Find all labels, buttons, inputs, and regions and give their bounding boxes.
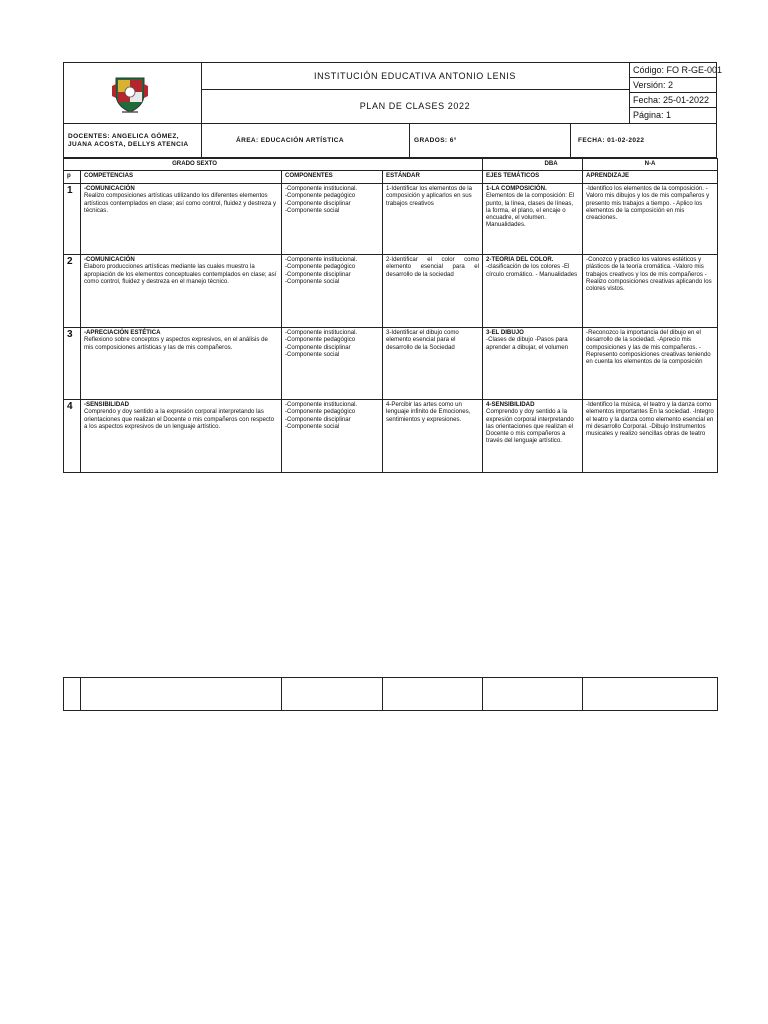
- document-meta: [629, 63, 723, 123]
- version: Versión: 2: [630, 78, 717, 93]
- componente-item: -Componente disciplinar: [285, 199, 351, 207]
- componente-item: -Componente pedagógico: [285, 408, 356, 416]
- estandar-cell: 2-Identificar el color como elemento esencial para el desarrollo de la sociedad: [383, 255, 483, 328]
- componente-item: -Componente institucional.: [285, 185, 358, 192]
- column-headers: [64, 171, 718, 184]
- componente-item: -Componente institucional.: [285, 401, 358, 408]
- componente-item: -Componente disciplinar: [285, 343, 351, 351]
- ejes-cell: [483, 400, 583, 473]
- componentes-cell: [282, 400, 383, 473]
- ejes-title: 4-SENSIBILIDAD: [486, 401, 535, 408]
- componentes-cell: [282, 184, 383, 255]
- estandar-cell: 3-Identificar el dibujo como elemento esencial para el desarrollo de la Sociedad: [383, 328, 483, 400]
- ejes-text: Comprendo y doy sentido a la expresión corporal interpretando las orientaciones que realizan el Docente o mis compañeros a través del lenguaje artístico.: [486, 408, 574, 445]
- competencia-cell: [81, 328, 282, 400]
- empty-cell: [64, 678, 81, 711]
- empty-cell: [483, 678, 583, 711]
- ejes-text: -clasificación de los colores -El círculo cromático. - Manualidades: [486, 263, 578, 278]
- aprendizaje-cell: -Identifico los elementos de la composición. -Valoro mis dibujos y los de mis compañeros y presento mis trabajos a tiempo. - Aplico los elementos de la composición en mis creaciones.: [583, 184, 718, 255]
- codigo: Código: FO R-GE-001: [630, 63, 717, 78]
- table-row: [64, 255, 718, 328]
- table-row: [64, 328, 718, 400]
- competencia-cell: [81, 400, 282, 473]
- competencia-cell: [81, 184, 282, 255]
- col-header-p: p: [64, 171, 81, 184]
- divider: [570, 124, 571, 157]
- row-number: 3: [64, 328, 81, 400]
- componente-item: -Componente institucional.: [285, 329, 358, 336]
- school-crest-icon: [110, 72, 150, 114]
- institution-name: INSTITUCIÓN EDUCATIVA ANTONIO LENIS: [201, 63, 629, 90]
- empty-cell: [383, 678, 483, 711]
- area: ÁREA: EDUCACIÓN ARTÍSTICA: [236, 137, 344, 144]
- row-number: 4: [64, 400, 81, 473]
- fecha-plan: FECHA: 01-02-2022: [578, 137, 645, 144]
- row-number: 1: [64, 184, 81, 255]
- plan-table: [63, 158, 718, 473]
- competencia-title: -SENSIBILIDAD: [84, 401, 130, 408]
- col-header-componentes: COMPONENTES: [282, 171, 383, 184]
- row-number: 2: [64, 255, 81, 328]
- table-row: [64, 678, 718, 711]
- col-header-estandar: ESTÁNDAR: [383, 171, 483, 184]
- aprendizaje-cell: -Conozco y practico los valores estéticos y plásticos de la teoría cromática. -Valoro mis trabajos creativos y los de mis compañeros -Realizo composiciones creativas aplicando los colores vistos.: [583, 255, 718, 328]
- divider: [409, 124, 410, 157]
- docentes: DOCENTES: ANGELICA GÓMEZ, JUANA ACOSTA, DELLYS ATENCIA: [68, 132, 189, 148]
- competencia-title: -COMUNICACIÓN: [84, 256, 135, 263]
- competencia-text: Realizo composiciones artísticas utilizando los diferentes elementos artísticos contemplados en clase; así como control, fluidez y destreza y técnicas.: [84, 192, 277, 214]
- ejes-cell: [483, 255, 583, 328]
- componente-item: -Componente pedagógico: [285, 336, 356, 344]
- document-header: [63, 62, 723, 124]
- aprendizaje-cell: -Reconozco la importancia del dibujo en el desarrollo de la sociedad. -Aprecio mis composiciones y las de mis compañeros. -Represento composiciones creativas teniendo en cuenta los elementos de la composición: [583, 328, 718, 400]
- componente-item: -Componente pedagógico: [285, 263, 356, 271]
- empty-table-row: [63, 677, 718, 711]
- empty-cell: [81, 678, 282, 711]
- divider: [201, 124, 202, 157]
- componentes-cell: [282, 255, 383, 328]
- ejes-title: 3-EL DIBUJO: [486, 329, 524, 336]
- componente-item: -Componente social: [285, 350, 340, 358]
- ejes-cell: [483, 328, 583, 400]
- fecha-doc: Fecha: 25-01-2022: [630, 93, 717, 108]
- competencia-cell: [81, 255, 282, 328]
- componente-item: -Componente institucional.: [285, 256, 358, 263]
- componente-item: -Componente social: [285, 206, 340, 214]
- estandar-cell: 1-Identificar los elementos de la composición y aplicarlos en sus trabajos creativos: [383, 184, 483, 255]
- col-header-aprendizaje: APRENDIZAJE: [583, 171, 718, 184]
- plan-title: PLAN DE CLASES 2022: [359, 101, 471, 111]
- table-row: [64, 400, 718, 473]
- ejes-text: -Clases de dibujo -Pasos para aprender a dibujar, el volumen: [486, 336, 569, 351]
- componente-item: -Componente social: [285, 277, 340, 285]
- componente-item: -Componente disciplinar: [285, 270, 351, 278]
- col-header-competencias: COMPETENCIAS: [81, 171, 282, 184]
- estandar-cell: 4-Percibir las artes como un lenguaje infinito de Emociones, sentimientos y expresiones.: [383, 400, 483, 473]
- table-row: [64, 184, 718, 255]
- info-row: [63, 124, 717, 158]
- grados: GRADOS: 6°: [414, 137, 457, 144]
- na-cell: N-A: [583, 159, 718, 171]
- componente-item: -Componente pedagógico: [285, 192, 356, 200]
- componentes-cell: [282, 328, 383, 400]
- aprendizaje-cell: -Identifico la música, el teatro y la danza como elementos importantes En la sociedad. -Integro el teatro y la danza como elemento esencial en mi desarrollo Corporal. -Dibujo Instrumentos musicales y realizo sencillas obras de teatro: [583, 400, 718, 473]
- componente-item: -Componente disciplinar: [285, 415, 351, 423]
- competencia-text: Comprendo y doy sentido a la expresión corporal interpretando las orientaciones que realizan el Docente o mis compañeros con respecto a los aspectos expresivos de un lenguaje artístico.: [84, 408, 275, 430]
- pagina: Página: 1: [633, 110, 672, 120]
- grado-cell: GRADO SEXTO: [64, 159, 483, 171]
- grado-row: [64, 159, 718, 171]
- ejes-title: 2-TEORIA DEL COLOR.: [486, 256, 554, 263]
- ejes-title: 1-LA COMPOSICIÓN.: [486, 185, 547, 192]
- competencia-title: -APRECIACIÓN ESTÉTICA: [84, 329, 161, 336]
- empty-cell: [583, 678, 718, 711]
- componente-item: -Componente social: [285, 422, 340, 430]
- empty-cell: [282, 678, 383, 711]
- col-header-ejes: EJES TEMÁTICOS: [483, 171, 583, 184]
- competencia-text: Elaboro producciones artísticas mediante las cuales muestro la apropiación de los elementos conceptuales contemplados en clase; así como control, fluidez y destreza en el manejo técnico.: [84, 263, 277, 285]
- competencia-title: -COMUNICACIÓN: [84, 185, 135, 192]
- ejes-cell: [483, 184, 583, 255]
- competencia-text: Reflexiono sobre conceptos y aspectos expresivos, en el análisis de mis composiciones artísticas y las de mis compañeros.: [84, 336, 268, 351]
- logo-cell: [64, 63, 202, 123]
- dba-cell: DBA: [483, 159, 583, 171]
- ejes-text: Elementos de la composición: El punto, la línea, clases de líneas, la forma, el plano, el encaje o encuadre, el volumen. Manualidades.: [486, 192, 575, 229]
